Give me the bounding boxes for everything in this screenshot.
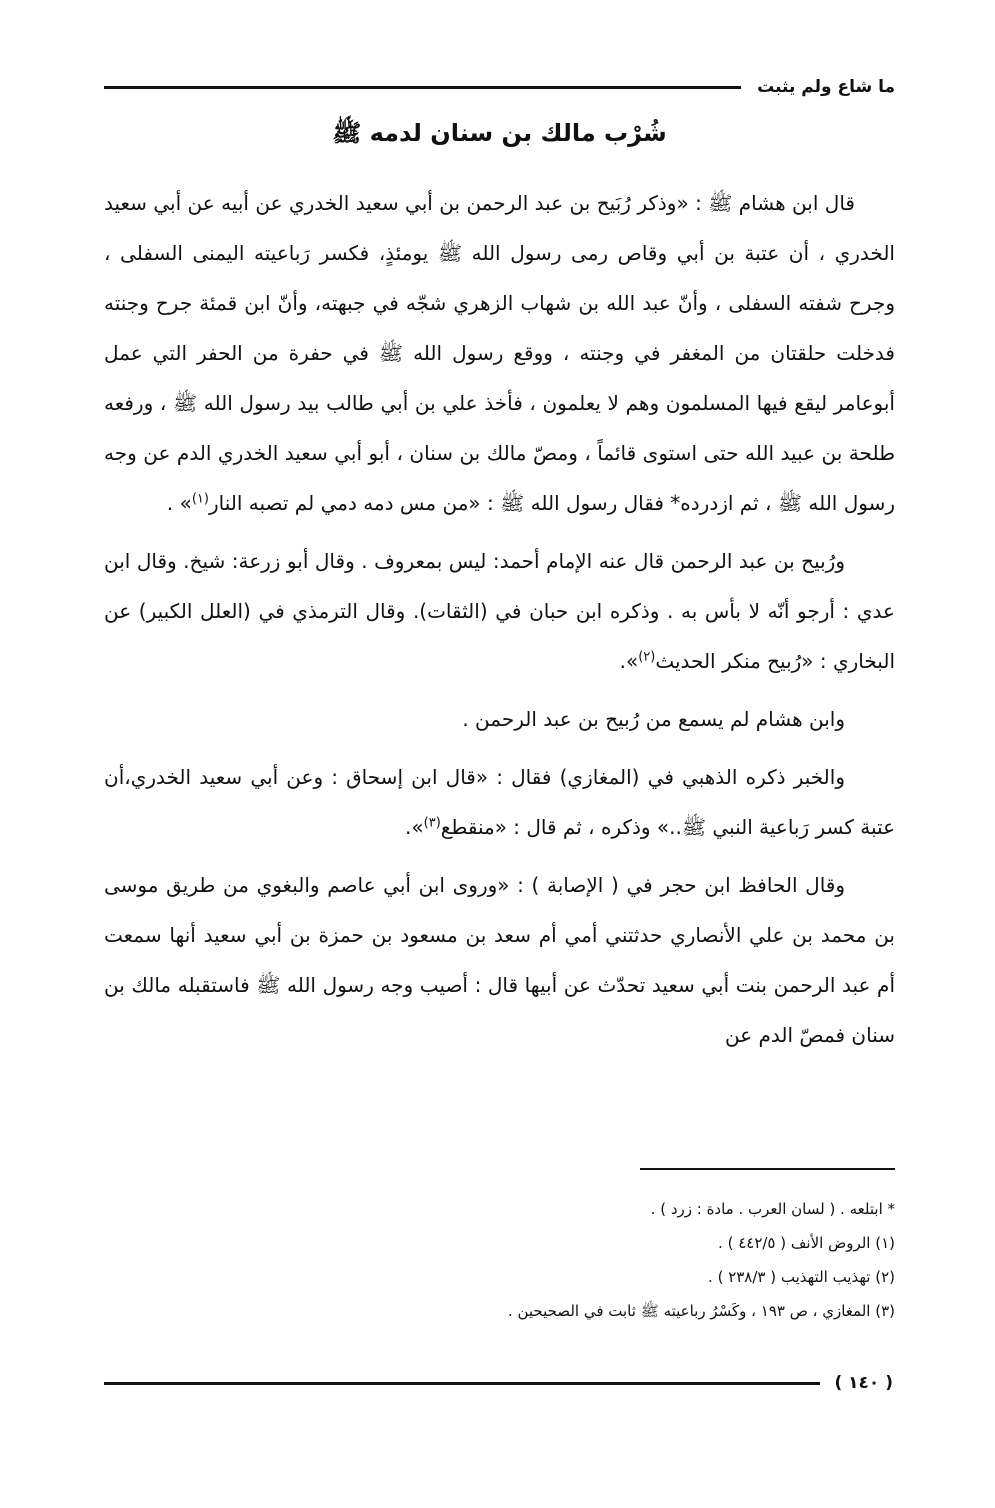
running-header bbox=[104, 72, 895, 102]
page-footer bbox=[104, 1368, 895, 1398]
running-title: ما شاع ولم يثبت bbox=[757, 77, 895, 97]
footnotes bbox=[104, 1192, 895, 1328]
body-text bbox=[104, 178, 895, 1068]
footnote: * ابتلعه . ( لسان العرب . مادة : زرد ) . bbox=[650, 1200, 895, 1218]
footnote: (٢) تهذيب التهذيب ( ٢٣٨/٣ ) . bbox=[708, 1268, 895, 1286]
footnote: (٣) المغازي ، ص ١٩٣ ، وكَسْرُ رباعيته ﷺ ثابت في الصحيحين . bbox=[507, 1302, 895, 1320]
header-rule bbox=[104, 86, 741, 89]
footer-rule bbox=[104, 1382, 820, 1385]
page-number: ( ١٤٠ ) bbox=[834, 1373, 893, 1393]
chapter-title: شُرْب مالك بن سنان لدمه ﷺ bbox=[332, 119, 667, 147]
paragraph: وقال الحافظ ابن حجر في ( الإصابة ) : «وروى ابن أبي عاصم والبغوي من طريق موسى بن محمد بن علي الأنصاري حدثتني أمي أم سعد بن مسعود بن حمزة بن أبي سعيد أنها سمعت أم عبد الرحمن بنت أبي سعيد تحدّث عن أبيها قال : أصيب وجه رسول الله ﷺ فاستقبله مالك بن سنان فمصّ الدم عن bbox=[104, 873, 895, 1047]
footnote-ref: (٢) bbox=[638, 649, 656, 665]
footnote-separator bbox=[640, 1168, 895, 1170]
footnote-ref: (٣) bbox=[423, 815, 441, 831]
paragraph: قال ابن هشام ﷺ : «وذكر رُبَيح بن عبد الرحمن بن أبي سعيد الخدري عن أبيه عن أبي سعيد الخدري ، أن عتبة بن أبي وقاص رمى رسول الله ﷺ يومئذٍ، فكسر رَباعيته اليمنى السفلى ، وجرح شفته السفلى ، وأنّ عبد الله بن شهاب الزهري شجّه في جبهته، وأنّ ابن قمئة جرح وجنته فدخلت حلقتان من المغفر في وجنته ، ووقع رسول الله ﷺ في حفرة من الحفر التي عمل أبوعامر ليقع فيها المسلمون وهم لا يعلمون ، فأخذ علي بن أبي طالب بيد رسول الله ﷺ ، ورفعه طلحة بن عبيد الله حتى استوى قائماً ، ومصّ مالك بن سنان ، أبو أبي سعيد الخدري الدم عن وجه رسول الله ﷺ ، ثم ازدرده* فقال رسول الله ﷺ : «من مس دمه دمي لم تصبه النار$^{(١)}$» . bbox=[104, 191, 895, 515]
paragraph: وابن هشام لم يسمع من رُبيح بن عبد الرحمن . bbox=[462, 707, 845, 731]
paragraph: والخبر ذكره الذهبي في (المغازي) فقال : «قال ابن إسحاق : وعن أبي سعيد الخدري،أن عتبة كسر رَباعية النبي ﷺ..» وذكره ، ثم قال : «منقطع$^{(٣)}$». bbox=[104, 765, 895, 839]
footnote-ref: (١) bbox=[191, 491, 209, 507]
footnote: (١) الروض الأنف ( ٤٤٢/٥ ) . bbox=[718, 1234, 895, 1252]
paragraph: ورُبيح بن عبد الرحمن قال عنه الإمام أحمد: ليس بمعروف . وقال أبو زرعة: شيخ. وقال ابن عدي : أرجو أنّه لا بأس به . وذكره ابن حبان في (الثقات). وقال الترمذي في (العلل الكبير) عن البخاري : «رُبيح منكر الحديث$^{(٢)}$». bbox=[104, 549, 895, 673]
